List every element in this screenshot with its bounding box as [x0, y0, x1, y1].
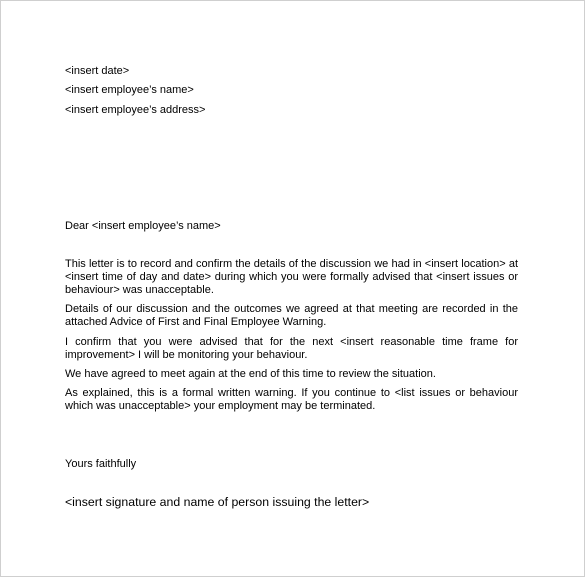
closing-line: Yours faithfully [65, 458, 137, 470]
signature-placeholder: <insert signature and name of person issuing the letter> [65, 495, 370, 509]
paragraph-formal-warning: As explained, this is a formal written warning. If you continue to <list issues or behaviour which was unacceptable> your employment may be terminated. [65, 387, 518, 413]
date-line: <insert date> [65, 65, 130, 77]
paragraph-record-discussion: This letter is to record and confirm the details of the discussion we had in <insert location> at <insert time of day and date> during which you were formally advised that <insert issues or behaviour> was unacceptable. [65, 258, 518, 297]
employee-address-line: <insert employee’s address> [65, 104, 206, 116]
salutation: Dear <insert employee’s name> [65, 220, 221, 232]
paragraph-monitoring: I confirm that you were advised that for the next <insert reasonable time frame for improvement> I will be monitoring your behaviour. [65, 336, 518, 362]
paragraph-details-outcomes: Details of our discussion and the outcomes we agreed at that meeting are recorded in the attached Advice of First and Final Employee Warning. [65, 303, 518, 329]
paragraph-review-meeting: We have agreed to meet again at the end of this time to review the situation. [65, 368, 436, 380]
employee-name-line: <insert employee’s name> [65, 84, 194, 96]
